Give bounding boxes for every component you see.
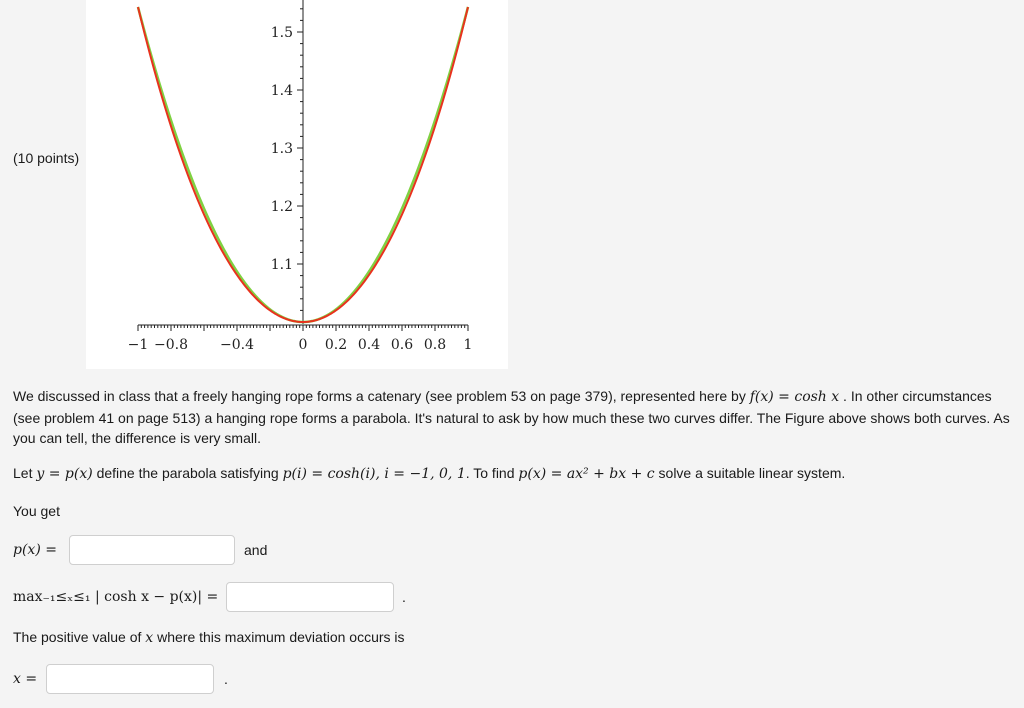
paragraph-positive-x bbox=[13, 629, 405, 646]
paragraph-intro bbox=[13, 386, 1020, 449]
y-tick-label: 1.2 bbox=[270, 199, 293, 215]
period-mark: . bbox=[224, 671, 228, 687]
figure-catenary-parabola bbox=[86, 0, 508, 369]
you-get-label: You get bbox=[13, 503, 60, 519]
x-tick-label: 1 bbox=[463, 337, 473, 353]
task-text-c: . To find bbox=[465, 465, 519, 481]
x-tick-label: 0.6 bbox=[390, 337, 414, 353]
task-text-b: define the parabola satisfying bbox=[92, 465, 283, 481]
y-tick-label: 1.5 bbox=[270, 25, 293, 41]
intro-math-fx: f(x) = cosh x bbox=[749, 389, 840, 405]
answer-row-px bbox=[13, 535, 267, 565]
positive-x-math: x bbox=[145, 630, 154, 646]
x-tick-label: 0 bbox=[298, 337, 308, 353]
y-tick-label: 1.3 bbox=[270, 141, 293, 157]
chart-svg bbox=[86, 0, 508, 369]
paragraph-task bbox=[13, 463, 1020, 485]
x-tick-label: 0.8 bbox=[423, 337, 447, 353]
positive-x-text-b: where this maximum deviation occurs is bbox=[153, 629, 405, 645]
y-tick-label: 1.4 bbox=[270, 83, 293, 99]
points-label: (10 points) bbox=[13, 150, 80, 166]
intro-text-b: . In other circumstances (see problem 41 on page 513) a hanging rope forms a parabola. It's natural to ask by how much these two curves differ. The Figure above shows both curves. As you can tell, the difference is very small. bbox=[13, 388, 1010, 446]
task-math-3: p(x) = ax² + bx + c bbox=[518, 466, 655, 482]
task-math-1: y = p(x) bbox=[36, 466, 93, 482]
y-tick-label: 1.1 bbox=[270, 257, 293, 273]
maxdev-input[interactable] bbox=[226, 582, 394, 612]
x-tick-label: −1 bbox=[127, 337, 149, 353]
maxdev-label: max₋₁≤ₓ≤₁ | cosh x − p(x)| = bbox=[13, 589, 219, 605]
task-math-2: p(i) = cosh(i), i = −1, 0, 1 bbox=[282, 466, 466, 482]
task-text-d: solve a suitable linear system. bbox=[654, 465, 846, 481]
x-input[interactable] bbox=[46, 664, 214, 694]
answer-row-x bbox=[13, 664, 228, 694]
task-text-a: Let bbox=[13, 465, 37, 481]
and-label: and bbox=[244, 542, 268, 558]
x-tick-label: 0.4 bbox=[357, 337, 381, 353]
x-label: x = bbox=[13, 671, 38, 687]
x-tick-label: −0.8 bbox=[154, 337, 188, 353]
positive-x-text-a: The positive value of bbox=[13, 629, 146, 645]
x-tick-label: 0.2 bbox=[324, 337, 348, 353]
px-input[interactable] bbox=[69, 535, 235, 565]
period-mark: . bbox=[402, 589, 406, 605]
intro-text-a: We discussed in class that a freely hanging rope forms a catenary (see problem 53 on page 379), represented here by bbox=[13, 388, 750, 404]
px-label: p(x) = bbox=[13, 542, 57, 558]
answer-row-maxdev bbox=[13, 582, 406, 612]
x-tick-label: −0.4 bbox=[220, 337, 254, 353]
